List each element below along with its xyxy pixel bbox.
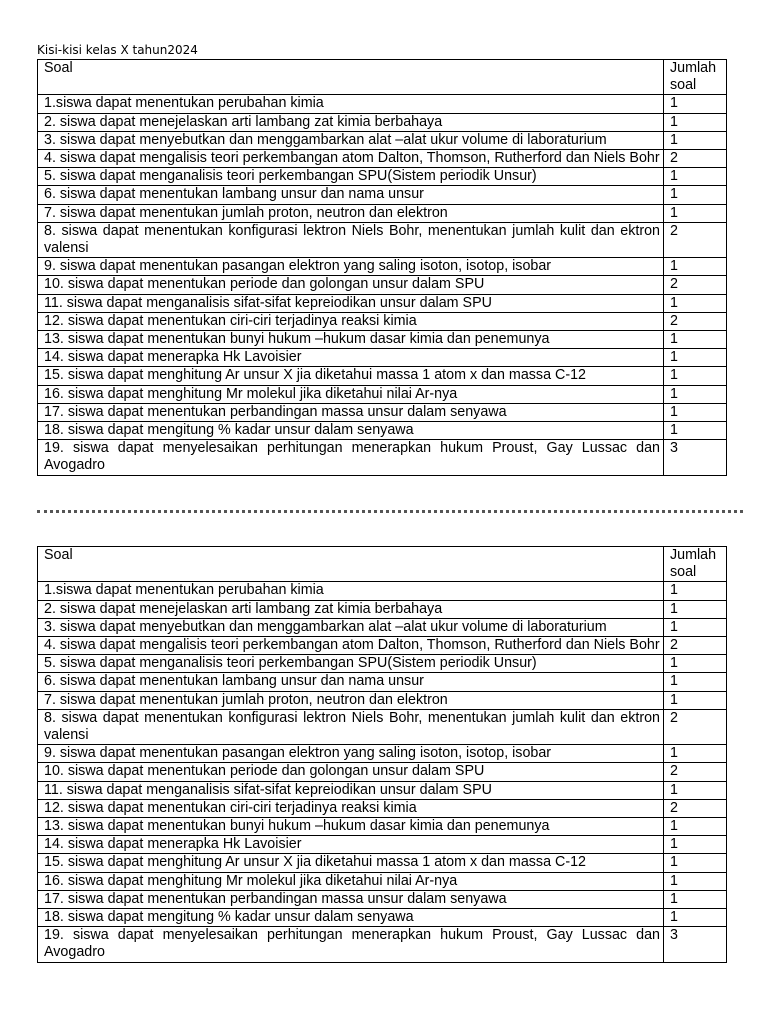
table-row [38,403,727,421]
row-jumlah-soal: 3 [664,927,727,962]
row-jumlah-soal: 1 [664,113,727,131]
table-row [38,799,727,817]
table-row [38,691,727,709]
table-header-row [38,60,727,95]
row-jumlah-soal: 2 [664,222,727,257]
row-jumlah-soal: 2 [664,276,727,294]
row-jumlah-soal: 1 [664,655,727,673]
row-soal: 2. siswa dapat menejelaskan arti lambang zat kimia berbahaya [38,600,664,618]
row-soal: 2. siswa dapat menejelaskan arti lambang zat kimia berbahaya [38,113,664,131]
table-row [38,385,727,403]
table-row [38,367,727,385]
row-soal: 14. siswa dapat menerapka Hk Lavoisier [38,349,664,367]
row-jumlah-soal: 2 [664,312,727,330]
row-jumlah-soal: 1 [664,95,727,113]
table-row [38,222,727,257]
row-jumlah-soal: 2 [664,709,727,744]
row-soal: 19. siswa dapat menyelesaikan perhitungan menerapkan hukum Proust, Gay Lussac dan Avogadro [38,440,664,475]
table-row [38,582,727,600]
row-jumlah-soal: 1 [664,403,727,421]
row-jumlah-soal: 1 [664,422,727,440]
row-soal: 12. siswa dapat menentukan ciri-ciri terjadinya reaksi kimia [38,799,664,817]
row-soal: 7. siswa dapat menentukan jumlah proton, neutron dan elektron [38,691,664,709]
row-jumlah-soal: 1 [664,168,727,186]
row-jumlah-soal: 1 [664,854,727,872]
table-row [38,655,727,673]
table-row [38,422,727,440]
row-jumlah-soal: 1 [664,872,727,890]
table-row [38,204,727,222]
cut-line-divider [37,510,743,513]
row-soal: 15. siswa dapat menghitung Ar unsur X jia diketahui massa 1 atom x dan massa C-12 [38,854,664,872]
row-jumlah-soal: 1 [664,909,727,927]
row-soal: 9. siswa dapat menentukan pasangan elektron yang saling isoton, isotop, isobar [38,258,664,276]
row-soal: 19. siswa dapat menyelesaikan perhitungan menerapkan hukum Proust, Gay Lussac dan Avogadro [38,927,664,962]
row-jumlah-soal: 1 [664,781,727,799]
row-soal: 12. siswa dapat menentukan ciri-ciri terjadinya reaksi kimia [38,312,664,330]
table-row [38,276,727,294]
row-jumlah-soal: 1 [664,186,727,204]
row-jumlah-soal: 1 [664,691,727,709]
row-jumlah-soal: 1 [664,836,727,854]
kisi-table-bottom [37,546,727,963]
table-row [38,113,727,131]
row-soal: 1.siswa dapat menentukan perubahan kimia [38,582,664,600]
row-jumlah-soal: 1 [664,890,727,908]
row-jumlah-soal: 1 [664,385,727,403]
table-row [38,349,727,367]
table-row [38,927,727,962]
table-row [38,781,727,799]
table-row [38,890,727,908]
table-row [38,294,727,312]
row-jumlah-soal: 1 [664,258,727,276]
row-jumlah-soal: 1 [664,131,727,149]
table-row [38,258,727,276]
row-soal: 8. siswa dapat menentukan konfigurasi lektron Niels Bohr, menentukan jumlah kulit dan ektron valensi [38,709,664,744]
table-row [38,312,727,330]
table-row [38,872,727,890]
table-header-row [38,547,727,582]
row-jumlah-soal: 1 [664,818,727,836]
row-soal: 7. siswa dapat menentukan jumlah proton, neutron dan elektron [38,204,664,222]
table-row [38,709,727,744]
row-jumlah-soal: 1 [664,331,727,349]
row-soal: 14. siswa dapat menerapka Hk Lavoisier [38,836,664,854]
row-soal: 13. siswa dapat menentukan bunyi hukum –hukum dasar kimia dan penemunya [38,818,664,836]
table-row [38,745,727,763]
row-soal: 9. siswa dapat menentukan pasangan elektron yang saling isoton, isotop, isobar [38,745,664,763]
row-jumlah-soal: 1 [664,204,727,222]
table-row [38,836,727,854]
row-jumlah-soal: 1 [664,367,727,385]
row-jumlah-soal: 1 [664,745,727,763]
table-row [38,600,727,618]
row-soal: 3. siswa dapat menyebutkan dan menggambarkan alat –alat ukur volume di laboraturium [38,131,664,149]
row-jumlah-soal: 2 [664,637,727,655]
row-soal: 10. siswa dapat menentukan periode dan golongan unsur dalam SPU [38,276,664,294]
table-row [38,150,727,168]
row-jumlah-soal: 2 [664,799,727,817]
table-row [38,331,727,349]
row-soal: 10. siswa dapat menentukan periode dan golongan unsur dalam SPU [38,763,664,781]
row-soal: 16. siswa dapat menghitung Mr molekul jika diketahui nilai Ar-nya [38,872,664,890]
row-soal: 8. siswa dapat menentukan konfigurasi lektron Niels Bohr, menentukan jumlah kulit dan ektron valensi [38,222,664,257]
table-row [38,673,727,691]
row-jumlah-soal: 1 [664,349,727,367]
row-soal: 4. siswa dapat mengalisis teori perkembangan atom Dalton, Thomson, Rutherford dan Niels Bohr [38,150,664,168]
table-row [38,168,727,186]
row-jumlah-soal: 1 [664,673,727,691]
row-jumlah-soal: 2 [664,150,727,168]
row-soal: 16. siswa dapat menghitung Mr molekul jika diketahui nilai Ar-nya [38,385,664,403]
row-soal: 15. siswa dapat menghitung Ar unsur X jia diketahui massa 1 atom x dan massa C-12 [38,367,664,385]
table-row [38,909,727,927]
table-row [38,440,727,475]
row-jumlah-soal: 1 [664,600,727,618]
row-jumlah-soal: 1 [664,618,727,636]
table-row [38,854,727,872]
kisi-table-top [37,59,727,476]
row-soal: 6. siswa dapat menentukan lambang unsur dan nama unsur [38,186,664,204]
row-soal: 17. siswa dapat menentukan perbandingan massa unsur dalam senyawa [38,403,664,421]
row-soal: 17. siswa dapat menentukan perbandingan massa unsur dalam senyawa [38,890,664,908]
row-soal: 13. siswa dapat menentukan bunyi hukum –hukum dasar kimia dan penemunya [38,331,664,349]
row-jumlah-soal: 1 [664,294,727,312]
row-jumlah-soal: 3 [664,440,727,475]
table-row [38,131,727,149]
row-jumlah-soal: 2 [664,763,727,781]
row-soal: 18. siswa dapat mengitung % kadar unsur dalam senyawa [38,909,664,927]
document-title: Kisi-kisi kelas X tahun2024 [37,43,198,57]
row-soal: 1.siswa dapat menentukan perubahan kimia [38,95,664,113]
row-soal: 18. siswa dapat mengitung % kadar unsur dalam senyawa [38,422,664,440]
row-soal: 3. siswa dapat menyebutkan dan menggambarkan alat –alat ukur volume di laboraturium [38,618,664,636]
row-soal: 5. siswa dapat menganalisis teori perkembangan SPU(Sistem periodik Unsur) [38,655,664,673]
row-soal: 4. siswa dapat mengalisis teori perkembangan atom Dalton, Thomson, Rutherford dan Niels Bohr [38,637,664,655]
table-row [38,618,727,636]
table-row [38,186,727,204]
row-jumlah-soal: 1 [664,582,727,600]
table-row [38,637,727,655]
header-jumlah-soal: Jumlah soal [664,60,727,95]
row-soal: 11. siswa dapat menganalisis sifat-sifat kepreiodikan unsur dalam SPU [38,781,664,799]
table-row [38,763,727,781]
row-soal: 5. siswa dapat menganalisis teori perkembangan SPU(Sistem periodik Unsur) [38,168,664,186]
header-jumlah-soal: Jumlah soal [664,547,727,582]
header-soal: Soal [38,547,664,582]
table-row [38,95,727,113]
table-row [38,818,727,836]
row-soal: 6. siswa dapat menentukan lambang unsur dan nama unsur [38,673,664,691]
header-soal: Soal [38,60,664,95]
row-soal: 11. siswa dapat menganalisis sifat-sifat kepreiodikan unsur dalam SPU [38,294,664,312]
